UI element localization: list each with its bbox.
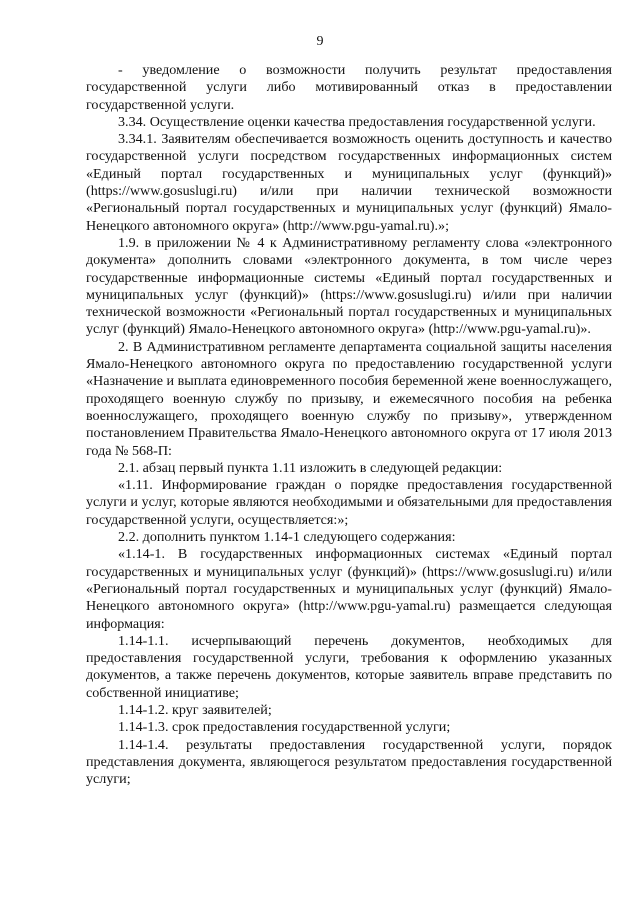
paragraph: - уведомление о возможности получить результат предоставления государственной услуги либо мотивированный отказ в предоставлении государственной услуги. <box>86 62 612 113</box>
paragraph: «1.14-1. В государственных информационных системах «Единый портал государственных и муниципальных услуг (функций)» (https://www.gosuslugi.ru) и/или «Региональный портал государственных и муниципальных услуг (функций) Ямало-Ненецкого автономного округа» (http://www.pgu-yamal.ru) размещается следующая информация: <box>86 546 612 632</box>
page-number: 9 <box>316 34 324 49</box>
paragraph: 1.14-1.2. круг заявителей; <box>118 701 272 718</box>
paragraph: 1.14-1.1. исчерпывающий перечень документов, необходимых для предоставления государственной услуги, требования к оформлению указанных документов, а также перечень документов, которые заявитель вправе представить по собственной инициативе; <box>86 632 612 701</box>
paragraph: 3.34. Осуществление оценки качества предоставления государственной услуги. <box>118 113 596 130</box>
paragraph: 2.2. дополнить пунктом 1.14-1 следующего содержания: <box>118 529 456 546</box>
paragraph: 1.9. в приложении № 4 к Административному регламенту слова «электронного документа» дополнить словами «электронного документа, в том числе через государственные информационные системы «Единый портал государственных и муниципальных услуг (функций)» (https://www.gosuslugi.ru) и/или при наличии технической возможности «Региональный портал государственных и муниципальных услуг (функций) Ямало-Ненецкого автономного округа» (http://www.pgu-yamal.ru)». <box>86 234 612 338</box>
paragraph: «1.11. Информирование граждан о порядке предоставления государственной услуги и услуг, которые являются необходимыми и обязательными для предоставления государственной услуги, осуществляется:»; <box>86 477 612 528</box>
document-body <box>86 62 612 788</box>
paragraph: 1.14-1.4. результаты предоставления государственной услуги, порядок представления документа, являющегося результатом предоставления государственной услуги; <box>86 736 612 788</box>
paragraph: 1.14-1.3. срок предоставления государственной услуги; <box>118 719 451 736</box>
paragraph: 3.34.1. Заявителям обеспечивается возможность оценить доступность и качество государственной услуги посредством государственных информационных систем «Единый портал государственных и муниципальных услуг (функций)» (https://www.gosuslugi.ru) и/или при наличии технической возможности «Региональный портал государственных и муниципальных услуг (функций) Ямало-Ненецкого автономного округа» (http://www.pgu-yamal.ru).»; <box>86 131 612 234</box>
paragraph: 2.1. абзац первый пункта 1.11 изложить в следующей редакции: <box>118 459 503 476</box>
paragraph: 2. В Административном регламенте департамента социальной защиты населения Ямало-Ненецкого автономного округа по предоставлению государственной услуги «Назначение и выплата единовременного пособия беременной жене военнослужащего, проходящего военную службу по призыву, и ежемесячного пособия на ребенка военнослужащего, проходящего военную службу по призыву», утвержденном постановлением Правительства Ямало-Ненецкого автономного округа от 17 июля 2013 года № 568-П: <box>86 338 612 459</box>
